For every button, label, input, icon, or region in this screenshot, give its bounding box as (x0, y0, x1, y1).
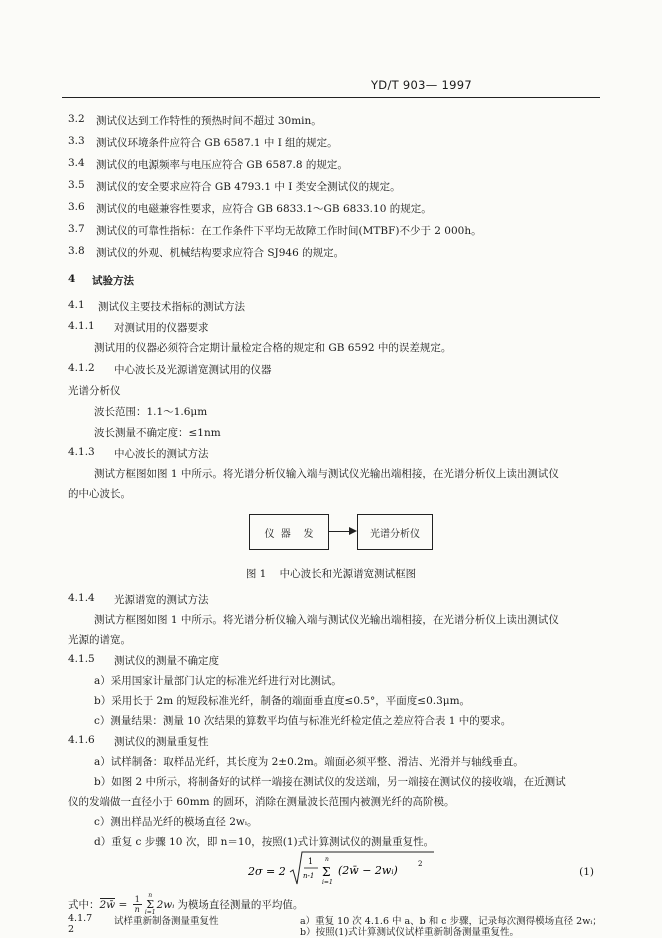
clause-body: 测试方框图如图 1 中所示。将光谱分析仪输入端与测试仪光输出端相接，在光谱分析仪上读出测试仪 (94, 614, 559, 626)
sum-term: (2w̄ − 2wᵢ) (338, 864, 398, 877)
legend-frac-den: n (134, 905, 140, 914)
legend-symbol: 2w̄ (99, 899, 116, 911)
clause-body: 测试方框图如图 1 中所示。将光谱分析仪输入端与测试仪光输出端相接，在光谱分析仪上读出测试仪 (94, 468, 559, 480)
legend-term: 2wᵢ (156, 898, 175, 911)
clause-text: 测试仪环境条件应符合 GB 6587.1 中 Ⅰ 组的规定。 (96, 137, 338, 149)
sum-upper: n (325, 856, 329, 863)
clause-title: 测试仪的测量不确定度 (114, 655, 219, 667)
clause-number: 3.5 (68, 179, 85, 191)
clause-number: 4.1.6 (68, 734, 95, 746)
measurement-uncertainty: 波长测量不确定度：≤1nm (94, 427, 221, 439)
clause-body: 光源的谱宽。 (68, 634, 131, 646)
clause-number: 4.1.3 (68, 446, 95, 458)
diagram-box-label: 光谱分析仪 (370, 528, 420, 540)
diagram-box-instrument (249, 514, 329, 550)
list-item: b）如图 2 中所示，将制备好的试样一端接在测试仪的发送端，另一端接在测试仪的接收端，在近测试 (94, 776, 566, 788)
clause-number: 3.2 (68, 113, 85, 125)
sigma-symbol: Σ (322, 865, 331, 879)
clause-number: 3.4 (68, 157, 85, 169)
diagram-arrowhead (349, 527, 357, 535)
clause-body: 的中心波长。 (68, 488, 131, 500)
clause-number: 4.1 (68, 299, 85, 311)
instrument-name: 光谱分析仪 (68, 385, 121, 397)
clause-text: 测试仪的外观、机械结构要求应符合 SJ946 的规定。 (96, 247, 345, 259)
section-number: 4 (68, 273, 76, 285)
exponent: 2 (418, 860, 423, 868)
list-item: d）重复 c 步骤 10 次，即 n＝10，按照(1)式计算测试仪的测量重复性。 (94, 836, 435, 848)
diagram-box-label: 仪 器 发 (264, 528, 314, 540)
header-rule (62, 97, 600, 98)
clause-number: 4.1.7 (68, 913, 93, 924)
equation-number: (1) (579, 866, 594, 878)
clause-title: 试样重新制备测量重复性 (114, 916, 219, 927)
diagram-box-spectrum-analyzer (357, 514, 433, 550)
list-item: c）测量结果：测量 10 次结果的算数平均值与标准光纤检定值之差应符合表 1 中的要求。 (94, 715, 512, 727)
formula-1 (248, 848, 438, 894)
list-item: b）按照(1)式计算测试仪试样重新制备测量重复性。 (300, 927, 520, 938)
frac-denominator: n-1 (303, 872, 315, 880)
legend-equals: = (115, 898, 131, 911)
clause-text: 测试仪的电磁兼容性要求，应符合 GB 6833.1～GB 6833.10 的规定。 (96, 203, 432, 215)
clause-text: 测试仪的可靠性指标：在工作条件下平均无故障工作时间(MTBF)不少于 2 000h。 (96, 225, 482, 237)
clause-number: 4.1.5 (68, 653, 95, 665)
clause-text: 测试仪的电源频率与电压应符合 GB 6587.8 的规定。 (96, 159, 348, 171)
clause-text: 测试仪达到工作特性的预热时间不超过 30min。 (96, 115, 322, 127)
legend-suffix: 为模场直径测量的平均值。 (177, 899, 304, 911)
clause-title: 对测试用的仪器要求 (114, 322, 209, 334)
legend-fraction (133, 895, 142, 914)
wavelength-range: 波长范围：1.1～1.6μm (94, 406, 208, 418)
formula-lhs: 2σ = 2 (248, 865, 286, 878)
clause-title: 测试仪主要技术指标的测试方法 (98, 301, 245, 313)
legend-sigma: Σ (146, 898, 155, 911)
clause-title: 测试仪的测量重复性 (114, 736, 209, 748)
clause-title: 光源谱宽的测试方法 (114, 594, 209, 606)
list-item: b）采用长于 2m 的短段标准光纤，制备的端面垂直度≤0.5°，平面度≤0.3μm。 (94, 695, 471, 707)
sum-lower: i=1 (322, 879, 333, 886)
list-item-continued: 仪的发端做一直径小于 60mm 的圆环，消除在测量波长范围内被测光纤的高阶模。 (68, 796, 455, 808)
clause-number: 3.6 (68, 201, 85, 213)
clause-body: 测试用的仪器必须符合定期计量检定合格的规定和 GB 6592 中的误差规定。 (94, 342, 452, 354)
legend-prefix: 式中： (68, 899, 100, 911)
standard-code: YD/T 903— 1997 (370, 78, 472, 92)
clause-title: 中心波长的测试方法 (114, 448, 209, 460)
list-item: a）试样制备：取样品光纤，其长度为 2±0.2m。端面必须平整、滑洁、光滑并与轴线垂直。 (94, 756, 524, 768)
section-title: 试验方法 (92, 275, 134, 287)
clause-number: 3.8 (68, 245, 85, 257)
clause-number: 3.3 (68, 135, 85, 147)
legend-frac-num: 1 (134, 895, 140, 904)
legend-sum-bot: i=1 (144, 909, 156, 916)
list-item: c）测出样品光纤的模场直径 2wᵢ。 (94, 816, 258, 828)
frac-numerator: 1 (308, 857, 314, 866)
clause-text: 测试仪的安全要求应符合 GB 4793.1 中 Ⅰ 类安全测试仪的规定。 (96, 181, 401, 193)
figure-caption: 图 1 中心波长和光源谱宽测试框图 (245, 568, 417, 580)
legend-sum-top: n (148, 892, 153, 899)
clause-number: 3.7 (68, 223, 85, 235)
list-item: a）重复 10 次 4.1.6 中 a、b 和 c 步骤，记录每次测得模场直径 2wᵢ； (300, 916, 602, 927)
clause-number: 4.1.2 (68, 362, 95, 374)
list-item: a）采用国家计量部门认定的标准光纤进行对比测试。 (94, 675, 342, 687)
diagram-arrow (328, 531, 350, 532)
clause-number: 4.1.4 (68, 592, 95, 604)
clause-number: 4.1.1 (68, 320, 95, 332)
page-number: 2 (68, 924, 75, 935)
clause-title: 中心波长及光源谱宽测试用的仪器 (114, 364, 272, 376)
